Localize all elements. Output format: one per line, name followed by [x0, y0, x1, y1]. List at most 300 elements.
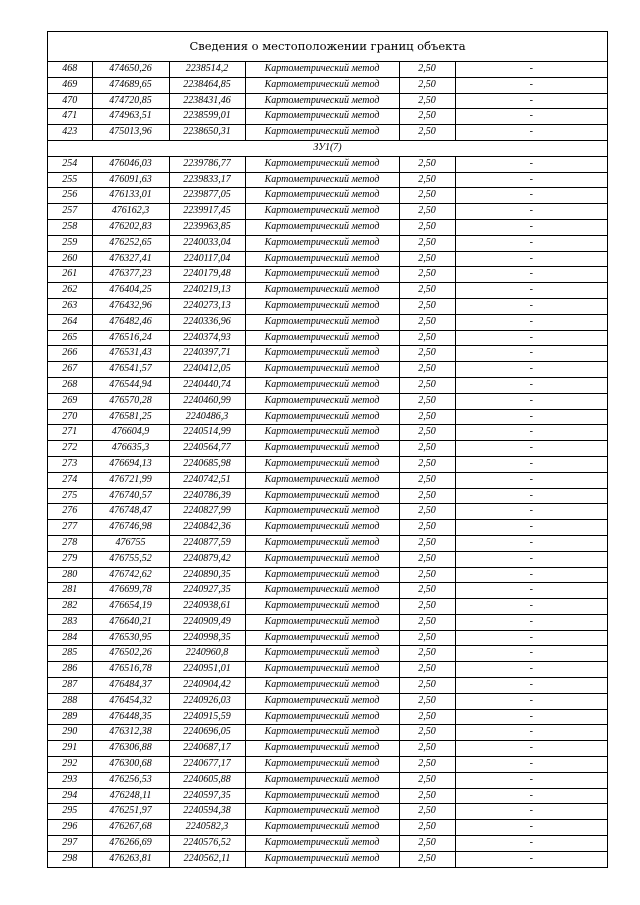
description-cell: - [455, 567, 607, 583]
method-cell: Картометрический метод [245, 125, 399, 141]
x-coordinate-cell: 474720,85 [92, 93, 169, 109]
description-cell: - [455, 219, 607, 235]
x-coordinate-cell: 476699,78 [92, 583, 169, 599]
table-row [48, 741, 607, 757]
y-coordinate-cell: 2238650,31 [169, 125, 245, 141]
point-number-cell: 288 [48, 693, 92, 709]
y-coordinate-cell: 2240219,13 [169, 283, 245, 299]
method-cell: Картометрический метод [245, 314, 399, 330]
x-coordinate-cell: 476531,43 [92, 346, 169, 362]
method-cell: Картометрический метод [245, 520, 399, 536]
x-coordinate-cell: 476654,19 [92, 599, 169, 615]
x-coordinate-cell: 476046,03 [92, 156, 169, 172]
x-coordinate-cell: 476541,57 [92, 362, 169, 378]
y-coordinate-cell: 2240842,36 [169, 520, 245, 536]
method-cell: Картометрический метод [245, 346, 399, 362]
y-coordinate-cell: 2239917,45 [169, 204, 245, 220]
point-number-cell: 265 [48, 330, 92, 346]
method-cell: Картометрический метод [245, 678, 399, 694]
x-coordinate-cell: 476312,38 [92, 725, 169, 741]
point-number-cell: 277 [48, 520, 92, 536]
table-row [48, 757, 607, 773]
accuracy-cell: 2,50 [399, 77, 455, 93]
accuracy-cell: 2,50 [399, 235, 455, 251]
accuracy-cell: 2,50 [399, 551, 455, 567]
description-cell: - [455, 757, 607, 773]
method-cell: Картометрический метод [245, 362, 399, 378]
table-row [48, 346, 607, 362]
description-cell: - [455, 109, 607, 125]
accuracy-cell: 2,50 [399, 251, 455, 267]
y-coordinate-cell: 2239877,05 [169, 188, 245, 204]
y-coordinate-cell: 2240179,48 [169, 267, 245, 283]
y-coordinate-cell: 2240927,35 [169, 583, 245, 599]
point-number-cell: 262 [48, 283, 92, 299]
point-number-cell: 259 [48, 235, 92, 251]
x-coordinate-cell: 476740,57 [92, 488, 169, 504]
y-coordinate-cell: 2240696,05 [169, 725, 245, 741]
y-coordinate-cell: 2240576,52 [169, 836, 245, 852]
table-row [48, 456, 607, 472]
description-cell: - [455, 188, 607, 204]
description-cell: - [455, 251, 607, 267]
table-row [48, 851, 607, 866]
point-number-cell: 289 [48, 709, 92, 725]
x-coordinate-cell: 476742,62 [92, 567, 169, 583]
table-row [48, 693, 607, 709]
accuracy-cell: 2,50 [399, 504, 455, 520]
method-cell: Картометрический метод [245, 172, 399, 188]
x-coordinate-cell: 476266,69 [92, 836, 169, 852]
description-cell: - [455, 204, 607, 220]
y-coordinate-cell: 2240687,17 [169, 741, 245, 757]
table-row [48, 804, 607, 820]
accuracy-cell: 2,50 [399, 204, 455, 220]
accuracy-cell: 2,50 [399, 772, 455, 788]
y-coordinate-cell: 2240998,35 [169, 630, 245, 646]
x-coordinate-cell: 476516,24 [92, 330, 169, 346]
table-row [48, 646, 607, 662]
point-number-cell: 257 [48, 204, 92, 220]
x-coordinate-cell: 476721,99 [92, 472, 169, 488]
accuracy-cell: 2,50 [399, 757, 455, 773]
x-coordinate-cell: 476267,68 [92, 820, 169, 836]
y-coordinate-cell: 2240890,35 [169, 567, 245, 583]
description-cell: - [455, 172, 607, 188]
point-number-cell: 255 [48, 172, 92, 188]
boundary-table-sheet [47, 31, 608, 868]
method-cell: Картометрический метод [245, 409, 399, 425]
description-cell: - [455, 772, 607, 788]
y-coordinate-cell: 2240273,13 [169, 298, 245, 314]
point-number-cell: 267 [48, 362, 92, 378]
accuracy-cell: 2,50 [399, 109, 455, 125]
coordinates-table-body [48, 62, 607, 867]
description-cell: - [455, 283, 607, 299]
description-cell: - [455, 535, 607, 551]
table-row [48, 188, 607, 204]
description-cell: - [455, 630, 607, 646]
table-row [48, 219, 607, 235]
y-coordinate-cell: 2240605,88 [169, 772, 245, 788]
accuracy-cell: 2,50 [399, 330, 455, 346]
method-cell: Картометрический метод [245, 77, 399, 93]
accuracy-cell: 2,50 [399, 599, 455, 615]
y-coordinate-cell: 2240594,38 [169, 804, 245, 820]
y-coordinate-cell: 2240486,3 [169, 409, 245, 425]
x-coordinate-cell: 476748,47 [92, 504, 169, 520]
x-coordinate-cell: 476263,81 [92, 851, 169, 866]
y-coordinate-cell: 2240514,99 [169, 425, 245, 441]
method-cell: Картометрический метод [245, 614, 399, 630]
point-number-cell: 278 [48, 535, 92, 551]
point-number-cell: 295 [48, 804, 92, 820]
method-cell: Картометрический метод [245, 204, 399, 220]
section-header-row [48, 140, 607, 156]
accuracy-cell: 2,50 [399, 283, 455, 299]
method-cell: Картометрический метод [245, 456, 399, 472]
x-coordinate-cell: 476502,26 [92, 646, 169, 662]
description-cell: - [455, 298, 607, 314]
y-coordinate-cell: 2240336,96 [169, 314, 245, 330]
point-number-cell: 468 [48, 62, 92, 77]
point-number-cell: 286 [48, 662, 92, 678]
accuracy-cell: 2,50 [399, 409, 455, 425]
y-coordinate-cell: 2239833,17 [169, 172, 245, 188]
x-coordinate-cell: 476746,98 [92, 520, 169, 536]
method-cell: Картометрический метод [245, 599, 399, 615]
table-row [48, 393, 607, 409]
description-cell: - [455, 709, 607, 725]
method-cell: Картометрический метод [245, 330, 399, 346]
point-number-cell: 258 [48, 219, 92, 235]
y-coordinate-cell: 2240827,99 [169, 504, 245, 520]
description-cell: - [455, 693, 607, 709]
description-cell: - [455, 599, 607, 615]
point-number-cell: 274 [48, 472, 92, 488]
description-cell: - [455, 330, 607, 346]
point-number-cell: 264 [48, 314, 92, 330]
table-row [48, 204, 607, 220]
x-coordinate-cell: 476570,28 [92, 393, 169, 409]
table-row [48, 377, 607, 393]
description-cell: - [455, 409, 607, 425]
y-coordinate-cell: 2240564,77 [169, 441, 245, 457]
method-cell: Картометрический метод [245, 472, 399, 488]
table-row [48, 172, 607, 188]
table-row [48, 156, 607, 172]
point-number-cell: 256 [48, 188, 92, 204]
description-cell: - [455, 377, 607, 393]
method-cell: Картометрический метод [245, 741, 399, 757]
accuracy-cell: 2,50 [399, 441, 455, 457]
method-cell: Картометрический метод [245, 567, 399, 583]
table-row [48, 330, 607, 346]
description-cell: - [455, 441, 607, 457]
x-coordinate-cell: 476248,11 [92, 788, 169, 804]
accuracy-cell: 2,50 [399, 314, 455, 330]
description-cell: - [455, 393, 607, 409]
x-coordinate-cell: 476755 [92, 535, 169, 551]
table-row [48, 662, 607, 678]
accuracy-cell: 2,50 [399, 788, 455, 804]
method-cell: Картометрический метод [245, 646, 399, 662]
description-cell: - [455, 820, 607, 836]
method-cell: Картометрический метод [245, 251, 399, 267]
point-number-cell: 284 [48, 630, 92, 646]
x-coordinate-cell: 476694,13 [92, 456, 169, 472]
point-number-cell: 279 [48, 551, 92, 567]
method-cell: Картометрический метод [245, 219, 399, 235]
description-cell: - [455, 314, 607, 330]
description-cell: - [455, 788, 607, 804]
accuracy-cell: 2,50 [399, 172, 455, 188]
accuracy-cell: 2,50 [399, 709, 455, 725]
method-cell: Картометрический метод [245, 851, 399, 866]
method-cell: Картометрический метод [245, 267, 399, 283]
accuracy-cell: 2,50 [399, 156, 455, 172]
table-row [48, 599, 607, 615]
point-number-cell: 293 [48, 772, 92, 788]
accuracy-cell: 2,50 [399, 693, 455, 709]
point-number-cell: 269 [48, 393, 92, 409]
x-coordinate-cell: 476133,01 [92, 188, 169, 204]
table-row [48, 788, 607, 804]
y-coordinate-cell: 2240440,74 [169, 377, 245, 393]
y-coordinate-cell: 2239786,77 [169, 156, 245, 172]
y-coordinate-cell: 2240877,59 [169, 535, 245, 551]
method-cell: Картометрический метод [245, 425, 399, 441]
table-row [48, 77, 607, 93]
accuracy-cell: 2,50 [399, 219, 455, 235]
y-coordinate-cell: 2240597,35 [169, 788, 245, 804]
method-cell: Картометрический метод [245, 709, 399, 725]
y-coordinate-cell: 2240374,93 [169, 330, 245, 346]
accuracy-cell: 2,50 [399, 472, 455, 488]
description-cell: - [455, 520, 607, 536]
point-number-cell: 285 [48, 646, 92, 662]
table-row [48, 678, 607, 694]
method-cell: Картометрический метод [245, 804, 399, 820]
x-coordinate-cell: 476404,25 [92, 283, 169, 299]
method-cell: Картометрический метод [245, 188, 399, 204]
x-coordinate-cell: 476482,46 [92, 314, 169, 330]
table-row [48, 109, 607, 125]
accuracy-cell: 2,50 [399, 820, 455, 836]
y-coordinate-cell: 2240904,42 [169, 678, 245, 694]
table-row [48, 709, 607, 725]
point-number-cell: 272 [48, 441, 92, 457]
point-number-cell: 291 [48, 741, 92, 757]
accuracy-cell: 2,50 [399, 614, 455, 630]
method-cell: Картометрический метод [245, 441, 399, 457]
accuracy-cell: 2,50 [399, 535, 455, 551]
description-cell: - [455, 551, 607, 567]
table-row [48, 267, 607, 283]
point-number-cell: 271 [48, 425, 92, 441]
description-cell: - [455, 362, 607, 378]
x-coordinate-cell: 476306,88 [92, 741, 169, 757]
point-number-cell: 294 [48, 788, 92, 804]
description-cell: - [455, 472, 607, 488]
accuracy-cell: 2,50 [399, 741, 455, 757]
y-coordinate-cell: 2240397,71 [169, 346, 245, 362]
y-coordinate-cell: 2240915,59 [169, 709, 245, 725]
description-cell: - [455, 851, 607, 866]
table-row [48, 472, 607, 488]
point-number-cell: 261 [48, 267, 92, 283]
y-coordinate-cell: 2238431,46 [169, 93, 245, 109]
method-cell: Картометрический метод [245, 836, 399, 852]
method-cell: Картометрический метод [245, 377, 399, 393]
accuracy-cell: 2,50 [399, 362, 455, 378]
point-number-cell: 297 [48, 836, 92, 852]
description-cell: - [455, 346, 607, 362]
accuracy-cell: 2,50 [399, 662, 455, 678]
y-coordinate-cell: 2239963,85 [169, 219, 245, 235]
method-cell: Картометрический метод [245, 535, 399, 551]
x-coordinate-cell: 476327,41 [92, 251, 169, 267]
accuracy-cell: 2,50 [399, 425, 455, 441]
description-cell: - [455, 678, 607, 694]
y-coordinate-cell: 2240742,51 [169, 472, 245, 488]
table-row [48, 62, 607, 77]
y-coordinate-cell: 2240033,04 [169, 235, 245, 251]
point-number-cell: 281 [48, 583, 92, 599]
x-coordinate-cell: 476256,53 [92, 772, 169, 788]
accuracy-cell: 2,50 [399, 456, 455, 472]
point-number-cell: 260 [48, 251, 92, 267]
y-coordinate-cell: 2240562,11 [169, 851, 245, 866]
x-coordinate-cell: 476635,3 [92, 441, 169, 457]
coordinates-table [48, 62, 607, 867]
x-coordinate-cell: 476755,52 [92, 551, 169, 567]
point-number-cell: 273 [48, 456, 92, 472]
accuracy-cell: 2,50 [399, 346, 455, 362]
accuracy-cell: 2,50 [399, 646, 455, 662]
method-cell: Картометрический метод [245, 725, 399, 741]
accuracy-cell: 2,50 [399, 567, 455, 583]
y-coordinate-cell: 2240582,3 [169, 820, 245, 836]
table-row [48, 614, 607, 630]
point-number-cell: 276 [48, 504, 92, 520]
table-title: Сведения о местоположении границ объекта [48, 32, 607, 62]
method-cell: Картометрический метод [245, 504, 399, 520]
description-cell: - [455, 804, 607, 820]
point-number-cell: 275 [48, 488, 92, 504]
description-cell: - [455, 156, 607, 172]
table-row [48, 314, 607, 330]
description-cell: - [455, 583, 607, 599]
description-cell: - [455, 235, 607, 251]
section-label: ЗУ1(7) [48, 140, 607, 156]
point-number-cell: 270 [48, 409, 92, 425]
description-cell: - [455, 425, 607, 441]
table-row [48, 820, 607, 836]
point-number-cell: 282 [48, 599, 92, 615]
table-row [48, 630, 607, 646]
y-coordinate-cell: 2240960,8 [169, 646, 245, 662]
y-coordinate-cell: 2240412,05 [169, 362, 245, 378]
point-number-cell: 471 [48, 109, 92, 125]
table-row [48, 772, 607, 788]
method-cell: Картометрический метод [245, 283, 399, 299]
point-number-cell: 280 [48, 567, 92, 583]
method-cell: Картометрический метод [245, 156, 399, 172]
x-coordinate-cell: 476484,37 [92, 678, 169, 694]
point-number-cell: 298 [62, 852, 78, 864]
y-coordinate-cell: 2238464,85 [169, 77, 245, 93]
description-cell: - [455, 504, 607, 520]
point-number-cell: 266 [48, 346, 92, 362]
description-cell: - [455, 93, 607, 109]
x-coordinate-cell: 476202,83 [92, 219, 169, 235]
point-number-cell: 469 [48, 77, 92, 93]
point-number-cell: 423 [48, 125, 92, 141]
method-cell: Картометрический метод [245, 630, 399, 646]
x-coordinate-cell: 476448,35 [92, 709, 169, 725]
accuracy-cell: 2,50 [399, 630, 455, 646]
method-cell: Картометрический метод [245, 583, 399, 599]
x-coordinate-cell: 476454,32 [92, 693, 169, 709]
x-coordinate-cell: 476640,21 [92, 614, 169, 630]
description-cell: - [455, 725, 607, 741]
table-row [48, 504, 607, 520]
description-cell: - [455, 267, 607, 283]
table-row [48, 251, 607, 267]
accuracy-cell: 2,50 [399, 377, 455, 393]
method-cell: Картометрический метод [245, 788, 399, 804]
table-row [48, 551, 607, 567]
y-coordinate-cell: 2240117,04 [169, 251, 245, 267]
method-cell: Картометрический метод [245, 235, 399, 251]
table-row [48, 125, 607, 141]
description-cell: - [455, 456, 607, 472]
method-cell: Картометрический метод [245, 93, 399, 109]
y-coordinate-cell: 2240677,17 [169, 757, 245, 773]
y-coordinate-cell: 2238599,01 [169, 109, 245, 125]
table-row [48, 235, 607, 251]
point-number-cell: 283 [48, 614, 92, 630]
accuracy-cell: 2,50 [399, 188, 455, 204]
method-cell: Картометрический метод [245, 62, 399, 77]
x-coordinate-cell: 476530,95 [92, 630, 169, 646]
accuracy-cell: 2,50 [399, 267, 455, 283]
table-row [48, 425, 607, 441]
x-coordinate-cell: 475013,96 [92, 125, 169, 141]
point-number-cell: 296 [48, 820, 92, 836]
y-coordinate-cell: 2240879,42 [169, 551, 245, 567]
accuracy-cell: 2,50 [399, 298, 455, 314]
point-number-cell: 287 [48, 678, 92, 694]
description-cell: - [455, 614, 607, 630]
accuracy-cell: 2,50 [399, 836, 455, 852]
x-coordinate-cell: 474963,51 [92, 109, 169, 125]
method-cell: Картометрический метод [245, 393, 399, 409]
table-row [48, 283, 607, 299]
description-cell: - [455, 662, 607, 678]
method-cell: Картометрический метод [245, 820, 399, 836]
description-cell: - [455, 125, 607, 141]
y-coordinate-cell: 2240951,01 [169, 662, 245, 678]
y-coordinate-cell: 2240938,61 [169, 599, 245, 615]
x-coordinate-cell: 476300,68 [92, 757, 169, 773]
accuracy-cell: 2,50 [399, 93, 455, 109]
table-row [48, 725, 607, 741]
accuracy-cell: 2,50 [399, 393, 455, 409]
x-coordinate-cell: 476581,25 [92, 409, 169, 425]
method-cell: Картометрический метод [245, 551, 399, 567]
